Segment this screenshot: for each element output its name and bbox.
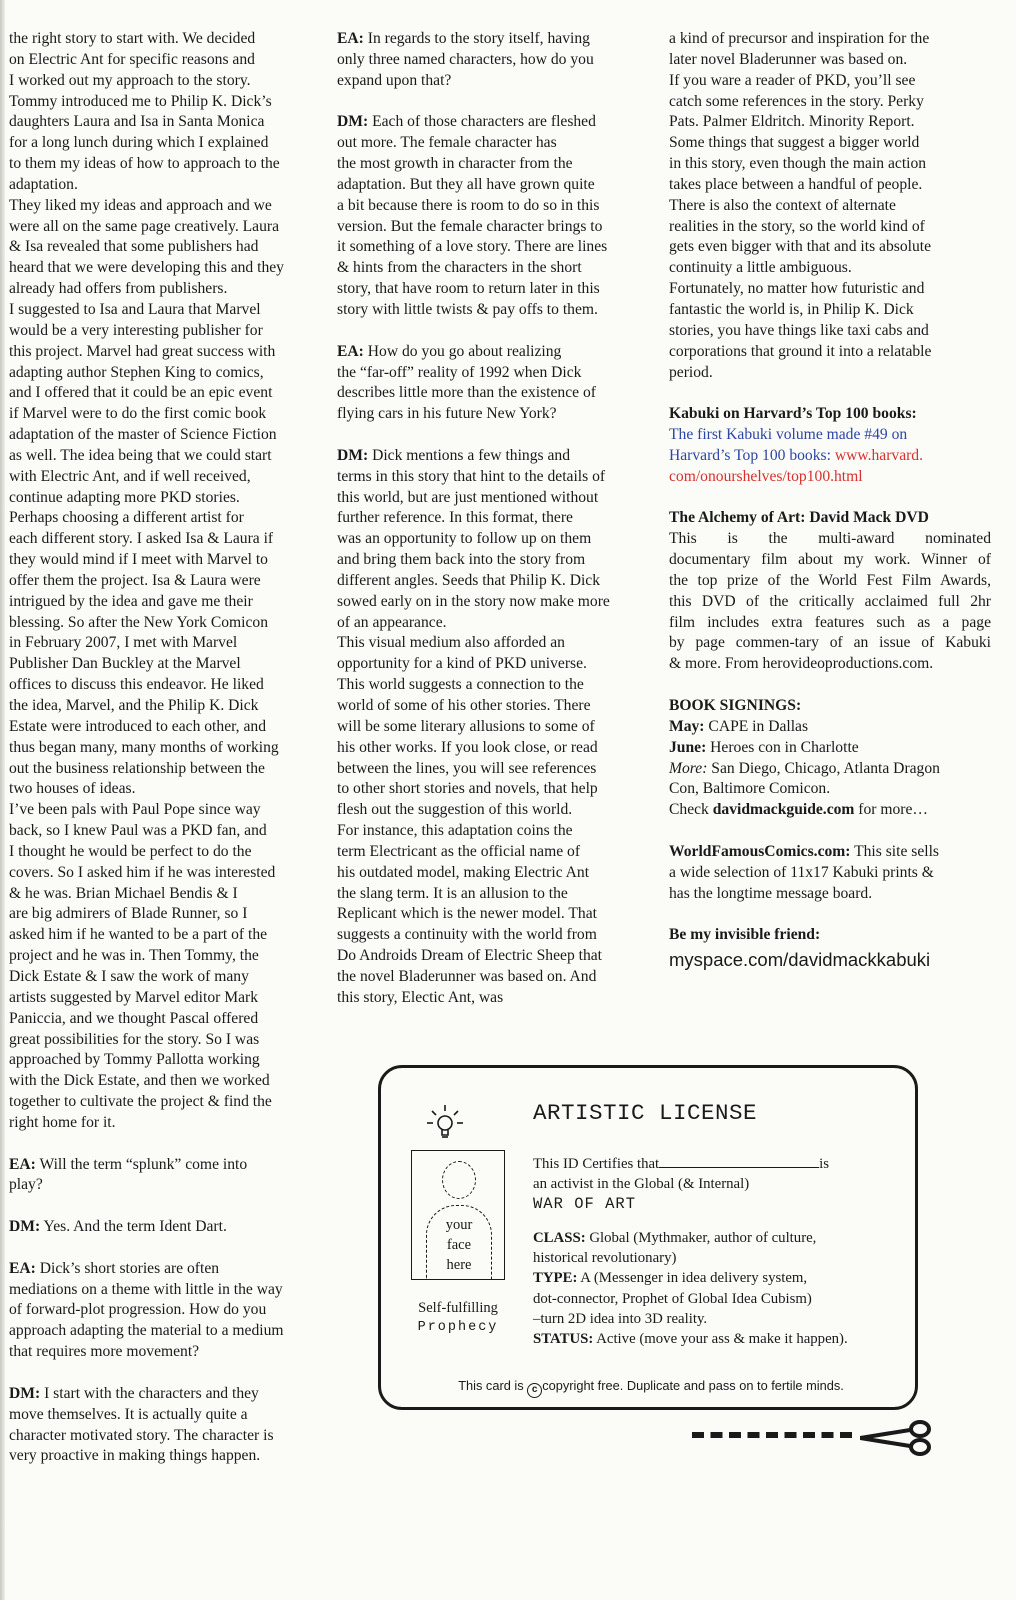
- text-line: this world, but are just mentioned without: [337, 488, 599, 506]
- text-line: his outdated model, making Electric Ant: [337, 863, 590, 881]
- text-line: very proactive in making things happen.: [9, 1447, 261, 1465]
- text-line: the idea, Marvel, and the Philip K. Dick: [9, 697, 259, 714]
- text-line: This visual medium also afforded an: [337, 634, 565, 652]
- text-line: different angles. Seeds that Philip K. Dick: [337, 571, 601, 589]
- text-line: artists suggested by Marvel editor Mark: [9, 988, 259, 1006]
- text-line: catch some references in the story. Perky: [669, 92, 924, 110]
- text-line: and bring them back into the story from: [337, 551, 586, 569]
- text-line: right home for it.: [9, 1113, 116, 1131]
- signing-more: More: San Diego, Chicago, Atlanta Dragon: [669, 759, 940, 777]
- text-line: adapting author Stephen King to comics,: [9, 363, 264, 381]
- text-line: the slang term. It is an allusion to the: [337, 884, 568, 902]
- text-line: & more. From herovideoproductions.com.: [669, 655, 934, 673]
- friend-heading: Be my invisible friend:: [669, 926, 821, 944]
- text-line: suggests a continuity with the world from: [337, 926, 597, 944]
- text-line: gets even bigger with that and its absolute: [669, 238, 932, 256]
- text-line: a bit because there is room to do so in this: [337, 196, 600, 214]
- text-line: describes little more than the existence of: [337, 384, 596, 402]
- text-line: on Electric Ant for specific reasons and: [9, 50, 255, 68]
- text-line: together to cultivate the project & find the: [9, 1093, 272, 1111]
- text-line: Replicant which is the newer model. That: [337, 905, 597, 923]
- text-line: Perhaps choosing a different artist for: [9, 509, 244, 527]
- text-line: period.: [669, 363, 713, 381]
- license-subtitle: Self-fulfilling Prophecy: [417, 1300, 499, 1335]
- text-line: they would mind if I meet with Marvel to: [9, 551, 268, 569]
- page-binding-edge: [0, 0, 5, 1600]
- text-line: offices to discuss this endeavor. He liked: [9, 676, 264, 694]
- text-line: & Isa revealed that some publishers had: [9, 238, 259, 256]
- text-line: great possibilities for the story. So I was: [9, 1030, 260, 1048]
- text-line: story with little twists & pay offs to them.: [337, 300, 598, 318]
- text-line: takes place between a handful of people.: [669, 175, 923, 193]
- text-line: thus began many, many months of working: [9, 738, 279, 756]
- wfc-line-3: has the longtime message board.: [669, 884, 873, 902]
- lightbulb-icon: [425, 1103, 465, 1143]
- text-line: of forward-plot progression. How do you: [9, 1301, 267, 1319]
- text-line: continue adapting more PKD stories.: [9, 488, 240, 506]
- text-line: were all on the same page creatively. Laura: [9, 217, 280, 235]
- license-class-continued: historical revolutionary): [533, 1250, 677, 1267]
- text-line: this DVD of the critically acclaimed full 2hr: [669, 592, 991, 610]
- text-line: that requires more movement?: [9, 1343, 200, 1361]
- text-line: two houses of ideas.: [9, 780, 136, 798]
- license-war-of-art: WAR OF ART: [533, 1195, 637, 1214]
- wfc-line-2: a wide selection of 11x17 Kabuki prints &: [669, 863, 934, 881]
- copyright-icon: c: [527, 1383, 542, 1398]
- face-outline-icon: [442, 1161, 476, 1199]
- text-line: further reference. In this format, there: [337, 509, 573, 527]
- text-line: flying cars in his future New York?: [337, 405, 557, 423]
- text-line: & hints from the characters in the short: [337, 259, 582, 277]
- text-line: film includes extra features such as a page: [669, 613, 991, 631]
- text-line: it something of a love story. There are lines: [337, 238, 608, 256]
- text-line: approached by Tommy Pallotta working: [9, 1051, 260, 1069]
- text-line: DM: Each of those characters are fleshed: [337, 113, 596, 131]
- text-line: his other works. If you look close, or read: [337, 738, 598, 756]
- text-line: the right story to start with. We decided: [9, 30, 256, 47]
- scissors-icon: [860, 1420, 932, 1456]
- text-line: project and he was in. Then Tommy, the: [9, 947, 259, 965]
- text-line: If you ware a reader of PKD, you’ll see: [669, 71, 916, 89]
- text-line: as well. The idea being that we could start: [9, 446, 272, 464]
- text-line: story, that have room to return later in this: [337, 280, 600, 298]
- text-line: documentary film about my work. Winner of: [669, 551, 991, 569]
- text-line: the “far-off” reality of 1992 when Dick: [337, 363, 582, 381]
- text-line: flesh out the suggestion of this world.: [337, 801, 573, 819]
- signing-check: Check davidmackguide.com for more…: [669, 801, 929, 819]
- text-line: I’ve been pals with Paul Pope since way: [9, 801, 261, 819]
- text-line: corporations that ground it into a relatable: [669, 342, 932, 360]
- artistic-license-card: [378, 1065, 918, 1410]
- text-line: asked him if he wanted to be a part of the: [9, 926, 268, 944]
- wfc-line-1: WorldFamousComics.com: This site sells: [669, 842, 939, 860]
- text-line: Paniccia, and we thought Pascal offered: [9, 1009, 259, 1027]
- text-line: Publisher Dan Buckley at the Marvel: [9, 655, 241, 673]
- text-line: heard that we were developing this and they: [9, 259, 284, 277]
- license-certify-line: This ID Certifies that is: [533, 1153, 913, 1174]
- article-column-3: [669, 29, 991, 971]
- text-line: a kind of precursor and inspiration for the: [669, 30, 930, 47]
- article-conclusion: [669, 29, 991, 383]
- text-line: will be some literary allusions to some of: [337, 717, 595, 735]
- text-line: was an opportunity to follow up on them: [337, 530, 592, 548]
- text-line: to them my ideas of how to approach to the: [9, 155, 280, 173]
- text-line: this project. Marvel had great success with: [9, 342, 276, 360]
- license-class: CLASS: Global (Mythmaker, author of culture,: [533, 1230, 817, 1247]
- text-line: For instance, this adaptation coins the: [337, 822, 573, 840]
- text-line: daughters Laura and Isa in Santa Monica: [9, 113, 265, 131]
- text-line: intrigued by the idea and gave me their: [9, 592, 253, 610]
- license-activist-line: an activist in the Global (& Internal): [533, 1176, 750, 1193]
- text-line: DM: I start with the characters and they: [9, 1384, 259, 1402]
- text-line: in February 2007, I met with Marvel: [9, 634, 238, 652]
- harvard-link[interactable]: www.harvard.: [834, 446, 923, 464]
- text-line: move themselves. It is actually quite a: [9, 1405, 248, 1423]
- text-line: of an appearance.: [337, 613, 447, 631]
- license-type-continued: dot-connector, Prophet of Global Idea Cubism): [533, 1290, 812, 1307]
- signing-june: June: Heroes con in Charlotte: [669, 738, 859, 756]
- photo-placeholder: [411, 1150, 505, 1280]
- text-line: and I offered that it could be an epic event: [9, 384, 273, 402]
- text-line: Fortunately, no matter how futuristic and: [669, 280, 925, 298]
- text-line: the top prize of the World Fest Film Awards,: [669, 571, 991, 589]
- text-line: & he was. Brian Michael Bendis & I: [9, 884, 238, 902]
- text-line: play?: [9, 1176, 43, 1194]
- dvd-description: [669, 529, 991, 675]
- license-type: TYPE: A (Messenger in idea delivery system,: [533, 1270, 808, 1287]
- text-line: EA: Will the term “splunk” come into: [9, 1155, 248, 1173]
- text-line: term Electricant as the official name of: [337, 842, 581, 860]
- text-line: approach adapting the material to a medium: [9, 1322, 284, 1340]
- name-blank-field[interactable]: [659, 1153, 819, 1168]
- text-line: There is also the context of alternate: [669, 196, 896, 214]
- text-line: opportunity for a kind of PKD universe.: [337, 655, 587, 673]
- text-line: stories, you have things like taxi cabs and: [669, 321, 929, 339]
- text-line: I suggested to Isa and Laura that Marvel: [9, 300, 261, 318]
- article-column-1: [9, 29, 321, 1467]
- license-type-continued-2: –turn 2D idea into 3D reality.: [533, 1310, 708, 1327]
- text-line: Some things that suggest a bigger world: [669, 134, 920, 152]
- text-line: later novel Bladerunner was based on.: [669, 50, 908, 68]
- text-line: EA: In regards to the story itself, having: [337, 30, 590, 47]
- text-line: the most growth in character from the: [337, 155, 573, 173]
- photo-placeholder-label: your face here: [445, 1217, 473, 1273]
- text-line: version. But the female character brings to: [337, 217, 603, 235]
- text-line: mediations on a theme with little in the way: [9, 1280, 283, 1298]
- text-line: character motivated story. The character is: [9, 1426, 274, 1444]
- text-line: adaptation. But they all have grown quite: [337, 175, 595, 193]
- text-line: offer them the project. Isa & Laura were: [9, 571, 261, 589]
- text-line: I worked out my approach to the story.: [9, 71, 251, 89]
- text-line: by page commen-tary of an issue of Kabuki: [669, 634, 991, 652]
- text-line: with the Dick Estate, and then we worked: [9, 1072, 270, 1090]
- text-line: DM: Yes. And the term Ident Dart.: [9, 1218, 227, 1236]
- text-line: only three named characters, how do you: [337, 50, 594, 68]
- text-line: Do Androids Dream of Electric Sheep that: [337, 947, 603, 965]
- text-line: continuity a little ambiguous.: [669, 259, 852, 277]
- text-line: out the business relationship between the: [9, 759, 265, 777]
- license-title: ARTISTIC LICENSE: [533, 1100, 758, 1126]
- text-line: Tommy introduced me to Philip K. Dick’s: [9, 92, 272, 110]
- text-line: to other short stories and novels, that help: [337, 780, 598, 798]
- text-line: Estate were introduced to each other, and: [9, 717, 266, 735]
- kabuki-heading: Kabuki on Harvard’s Top 100 books:: [669, 405, 917, 423]
- text-line: the novel Bladerunner was based on. And: [337, 967, 597, 985]
- text-line: with Electric Ant, and if well received,: [9, 467, 251, 485]
- text-line: for a long lunch during which I explained: [9, 134, 269, 152]
- text-line: Pats. Palmer Eldritch. Minority Report.: [669, 113, 915, 131]
- text-line: blessing. So after the New York Comicon: [9, 613, 269, 631]
- text-line: are big admirers of Blade Runner, so I: [9, 905, 248, 923]
- kabuki-line-2: Harvard’s Top 100 books: www.harvard.: [669, 446, 923, 464]
- text-line: EA: Dick’s short stories are often: [9, 1259, 220, 1277]
- harvard-link-continued[interactable]: com/onourshelves/top100.html: [669, 467, 863, 485]
- text-line: if Marvel were to do the first comic book: [9, 405, 267, 423]
- text-line: DM: Dick mentions a few things and: [337, 446, 571, 464]
- text-line: covers. So I asked him if he was interested: [9, 863, 276, 881]
- text-line: Dick Estate & I saw the work of many: [9, 967, 249, 985]
- myspace-link[interactable]: myspace.com/davidmackkabuki: [669, 949, 931, 971]
- text-line: This is the multi-award nominated: [669, 530, 991, 548]
- license-status: STATUS: Active (move your ass & make it happen).: [533, 1330, 848, 1347]
- text-line: each different story. I asked Isa & Laura if: [9, 530, 274, 548]
- text-line: realities in the story, so the world kind of: [669, 217, 925, 235]
- davidmackguide-link[interactable]: davidmackguide.com: [712, 801, 855, 819]
- kabuki-line-1: The first Kabuki volume made #49 on: [669, 426, 908, 444]
- license-details: [533, 1153, 913, 1349]
- text-line: adaptation.: [9, 175, 78, 193]
- text-line: This world suggests a connection to the: [337, 676, 584, 694]
- text-line: adaptation of the master of Science Fiction: [9, 426, 277, 444]
- dvd-heading: The Alchemy of Art: David Mack DVD: [669, 509, 929, 527]
- signing-more-continued: Con, Baltimore Comicon.: [669, 780, 831, 798]
- text-line: would be a very interesting publisher for: [9, 321, 263, 339]
- text-line: out more. The female character has: [337, 134, 557, 152]
- text-line: between the lines, you will see references: [337, 759, 597, 777]
- text-line: EA: How do you go about realizing: [337, 342, 562, 360]
- signings-heading: BOOK SIGNINGS:: [669, 697, 802, 714]
- text-line: terms in this story that hint to the details of: [337, 467, 606, 485]
- text-line: fantastic the world is, in Philip K. Dick: [669, 300, 914, 318]
- article-column-2: [337, 29, 649, 1009]
- cut-dashed-line: [692, 1432, 852, 1440]
- license-footer: This card is c copyright free. Duplicate and pass on to fertile minds.: [381, 1378, 921, 1398]
- text-line: world of some of his other stories. There: [337, 697, 591, 714]
- text-line: in this story, even though the main action: [669, 155, 927, 173]
- text-line: expand upon that?: [337, 71, 452, 89]
- text-line: back, so I knew Paul was a PKD fan, and: [9, 822, 267, 840]
- text-line: already had offers from publishers.: [9, 280, 228, 298]
- text-line: this story, Electic Ant, was: [337, 988, 504, 1006]
- text-line: They liked my ideas and approach and we: [9, 196, 272, 214]
- text-line: I thought he would be perfect to do the: [9, 842, 252, 860]
- signing-may: May: CAPE in Dallas: [669, 717, 809, 735]
- text-line: sowed early on in the story now make more: [337, 592, 610, 610]
- worldfamouscomics-link[interactable]: WorldFamousComics.com:: [669, 842, 851, 860]
